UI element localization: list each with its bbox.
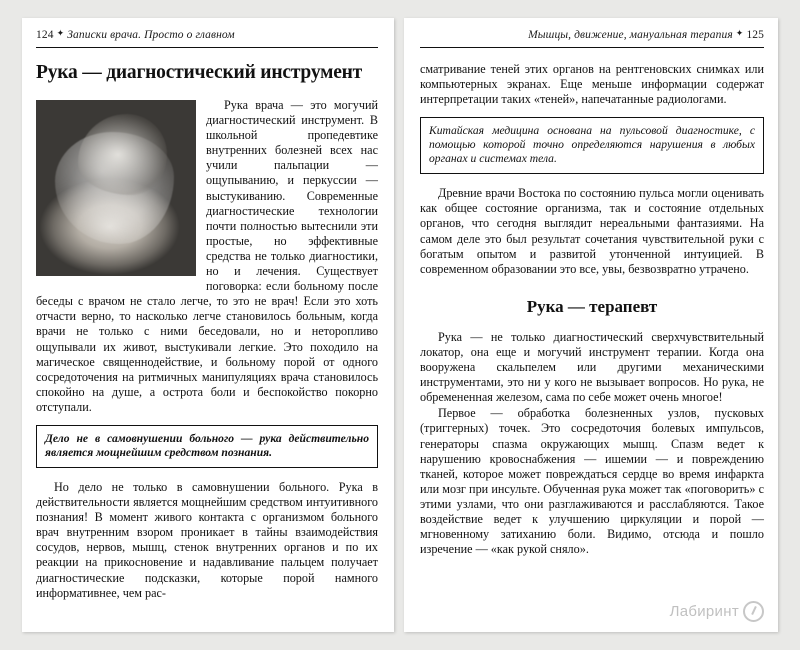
- magnifier-icon: [743, 601, 764, 622]
- separator-diamond: ✦: [735, 28, 744, 38]
- right-running-head: [420, 28, 764, 41]
- hand-photo: [36, 100, 196, 276]
- left-page: [22, 18, 394, 632]
- right-paragraph-1: Рука — не только диагностический сверхчувствительный локатор, она еще и могучий инструмент терапии. Когда она вооружена скальпелем или другими механическими инструментами, это ни у кого не вызывает вопросов. Но рука, не обремененная железом, сама по себе может очень многое!: [420, 329, 764, 405]
- left-header-rule: [36, 47, 378, 48]
- left-paragraph-1: Рука врача — это могучий диагностический инструмент. В школьной пропедевтике внутренних болезней всех нас учили пальпации — ощупыванию, и перкуссии — выстукиванию. Современные диагностические технологии почти полностью вытеснили эти простые, но эффективные средства не только диагностики, но и лечения. Существует поговорка: если больному после беседы с врачом не стало легче, то это не врач! Если это хоть отчасти верно, то насколько легче становилось больным, когда врачи не только с ними беседовали, но и неторопливо ощупывали их живот, выстукивали легкие. Это походило на магическое священнодействие, и больному порой от одного сосредоточения на ритмичных манипуляциях врача становилось спокойно на душе, а острота боли и беспокойство покорно отступали.: [36, 98, 378, 414]
- left-folio: 124: [36, 29, 54, 41]
- right-folio: 125: [746, 29, 764, 41]
- right-callout: Китайская медицина основана на пульсовой диагностике, с помощью которой точно определяются нарушения в любых органах и системах тела.: [420, 117, 764, 174]
- watermark-text: Лабиринт: [669, 603, 739, 620]
- watermark: [670, 601, 764, 622]
- left-running-head: [36, 28, 378, 41]
- right-header-rule: [420, 47, 764, 48]
- right-paragraph-continued: сматривание теней этих органов на рентгеновских снимках или компьютерных экранах. Еще меньше информации содержат интерпретации таких «теней», напечатанные радиологами.: [420, 62, 764, 107]
- right-running-head-text: Мышцы, движение, мануальная терапия: [528, 29, 733, 41]
- right-page: [404, 18, 778, 632]
- left-callout: Дело не в самовнушении больного — рука действительно является мощнейшим средством познания.: [36, 425, 378, 468]
- left-running-head-text: Записки врача. Просто о главном: [67, 29, 235, 41]
- left-paragraph-2: Но дело не только в самовнушении больного. Рука в действительности является мощнейшим средством интуитивного познания! В момент живого контакта с организмом больного врач внутренним взором проникает в тайны взаимодействия сосудов, нервов, мышц, стенок внутренних органов и по их реакции на прикосновение и надавливание пальцем получает диагностические подсказки, которые порой намного информативнее, чем рас-: [36, 479, 378, 600]
- right-paragraph-after-callout: Древние врачи Востока по состоянию пульса могли оценивать как общее состояние организма, так и состояние отдельных органов, что сегодня выглядит нереальными фантазиями. На самом деле это был результат сочетания чувствительной руки с богатым опытом и развитой утонченной интуицией. В современном образовании это все, увы, безвозвратно утрачено.: [420, 186, 764, 276]
- separator-diamond: ✦: [56, 28, 65, 38]
- chapter-title: Рука — диагностический инструмент: [36, 62, 363, 83]
- right-paragraph-2: Первое — обработка болезненных узлов, пусковых (триггерных) точек. Это сосредоточия болевых импульсов, генераторы спазма окружающих мышц. Спазм ведет к нарушению кровоснабжения — ишемии — и повреждению тканей, которое может повреждаться сердце во время инфаркта или мозг при инсульте. Обученная рука может так «поговорить» с этими узлами, что они разглаживаются и расслабляются. Такое воздействие ведет к улучшению циркуляции и порой — мгновенному затиханию боли. Видимо, отсюда и пошло изречение — «как рукой сняло».: [420, 406, 764, 557]
- section-title: Рука — терапевт: [526, 296, 658, 316]
